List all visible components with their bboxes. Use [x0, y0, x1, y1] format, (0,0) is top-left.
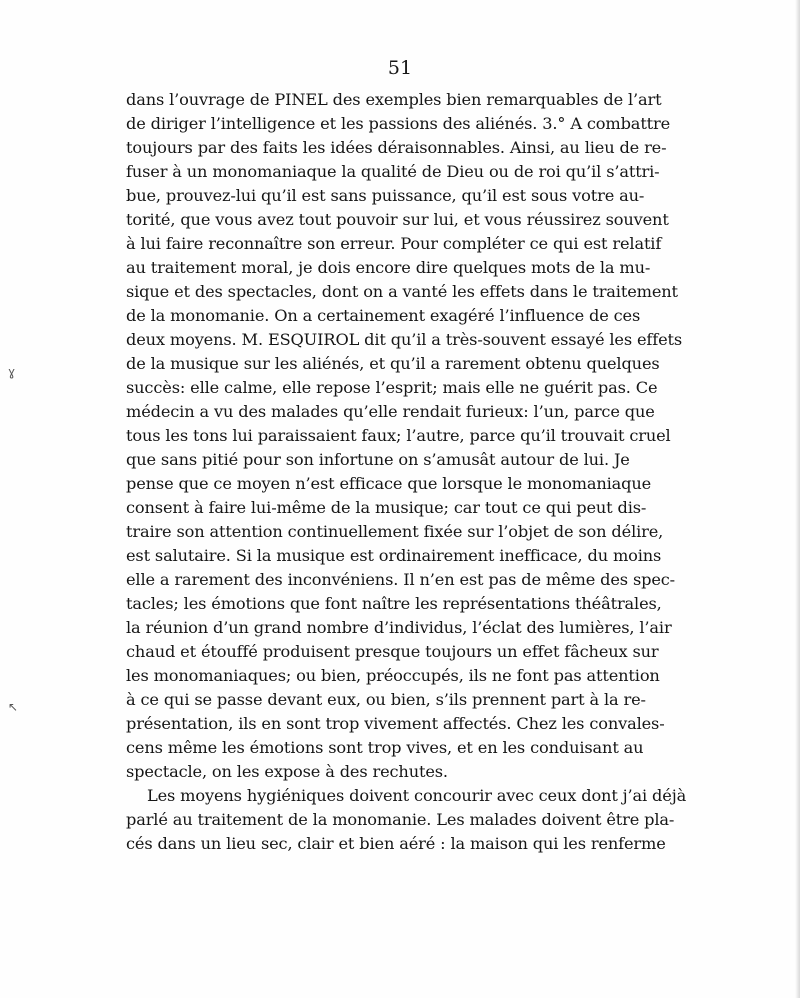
- text-line: Les moyens hygiéniques doivent concourir avec ceux dont j’ai déjà: [147, 786, 687, 805]
- text-line: au traitement moral, je dois encore dire quelques mots de la mu-: [126, 258, 651, 277]
- text-line: les monomaniaques; ou bien, préoccupés, ils ne font pas attention: [126, 666, 660, 685]
- text-line: à lui faire reconnaître son erreur. Pour compléter ce qui est relatif: [126, 234, 662, 253]
- text-line: fuser à un monomaniaque la qualité de Dieu ou de roi qu’il s’attri-: [126, 162, 660, 181]
- text-line: torité, que vous avez tout pouvoir sur lui, et vous réussirez souvent: [126, 210, 669, 229]
- text-line: tous les tons lui paraissaient faux; l’autre, parce qu’il trouvait cruel: [126, 426, 671, 445]
- text-line: traire son attention continuellement fixée sur l’objet de son délire,: [126, 522, 664, 541]
- text-line: elle a rarement des inconvéniens. Il n’en est pas de même des spec-: [126, 570, 675, 589]
- text-line: à ce qui se passe devant eux, ou bien, s’ils prennent part à la re-: [126, 690, 646, 709]
- text-line: de la monomanie. On a certainement exagéré l’influence de ces: [126, 306, 641, 325]
- text-line: spectacle, on les expose à des rechutes.: [126, 762, 448, 781]
- page-number: 51: [387, 57, 413, 79]
- text-line: tacles; les émotions que font naître les représentations théâtrales,: [126, 594, 662, 613]
- text-line: de diriger l’intelligence et les passions des aliénés. 3.° A combattre: [126, 114, 671, 133]
- text-line: pense que ce moyen n’est efficace que lorsque le monomaniaque: [126, 474, 652, 493]
- page-edge: [795, 0, 800, 998]
- text-line: de la musique sur les aliénés, et qu’il a rarement obtenu quelques: [126, 354, 660, 373]
- text-line: cens même les émotions sont trop vives, et en les conduisant au: [126, 738, 644, 757]
- margin-tick-icon: ɣ: [8, 365, 16, 379]
- text-line: dans l’ouvrage de PINEL des exemples bien remarquables de l’art: [126, 90, 662, 109]
- text-line: est salutaire. Si la musique est ordinairement inefficace, du moins: [126, 546, 662, 565]
- text-line: chaud et étouffé produisent presque toujours un effet fâcheux sur: [126, 642, 659, 661]
- text-line: la réunion d’un grand nombre d’individus, l’éclat des lumières, l’air: [126, 618, 672, 637]
- text-line: succès: elle calme, elle repose l’esprit; mais elle ne guérit pas. Ce: [126, 378, 658, 397]
- text-line: présentation, ils en sont trop vivement affectés. Chez les convales-: [126, 714, 665, 733]
- text-line: médecin a vu des malades qu’elle rendait furieux: l’un, parce que: [126, 402, 655, 421]
- text-line: parlé au traitement de la monomanie. Les malades doivent être pla-: [126, 810, 675, 829]
- margin-arrow-icon: ↖: [8, 700, 19, 714]
- text-line: que sans pitié pour son infortune on s’amusât autour de lui. Je: [126, 450, 630, 469]
- text-line: toujours par des faits les idées déraisonnables. Ainsi, au lieu de re-: [126, 138, 667, 157]
- text-line: sique et des spectacles, dont on a vanté les effets dans le traitement: [126, 282, 678, 301]
- text-line: deux moyens. M. ESQUIROL dit qu’il a très-souvent essayé les effets: [126, 330, 683, 349]
- text-line: cés dans un lieu sec, clair et bien aéré : la maison qui les renferme: [126, 834, 666, 853]
- text-line: consent à faire lui-même de la musique; car tout ce qui peut dis-: [126, 498, 647, 517]
- text-line: bue, prouvez-lui qu’il est sans puissance, qu’il est sous votre au-: [126, 186, 645, 205]
